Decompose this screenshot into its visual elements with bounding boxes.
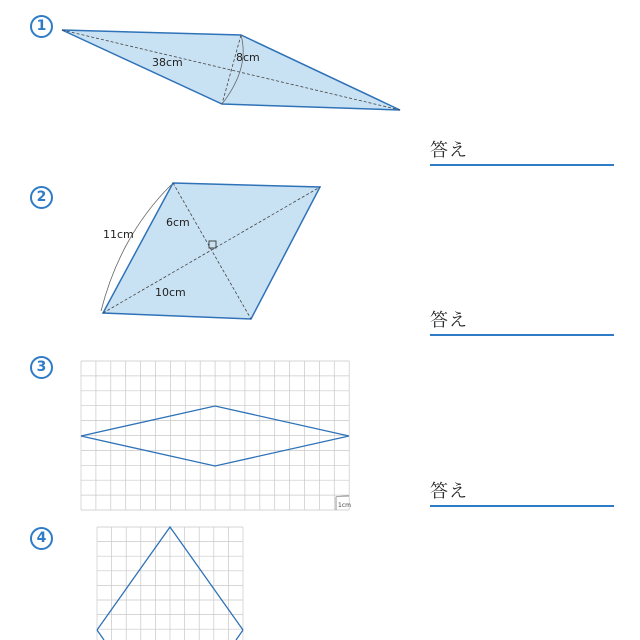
answer-label: 答え xyxy=(430,140,468,161)
rhombus-4-edge xyxy=(236,630,243,640)
grid-unit-label: 1cm xyxy=(338,502,351,509)
problem-number-3: 3 xyxy=(30,356,53,379)
answer-label: 答え xyxy=(430,481,468,502)
label-diagonal-short-1: 8cm xyxy=(236,51,260,64)
grid-figure-3 xyxy=(81,361,351,510)
label-diagonal-long-1: 38cm xyxy=(152,56,183,69)
label-half-long-2: 10cm xyxy=(155,286,186,299)
problem-number-2: 2 xyxy=(30,186,53,209)
rhombus-figure-2 xyxy=(101,183,320,319)
grid-4 xyxy=(97,527,243,640)
label-side-2: 11cm xyxy=(103,228,134,241)
unit-brace xyxy=(336,496,349,497)
grid-figure-4 xyxy=(97,527,243,640)
rhombus-figure-1 xyxy=(62,30,400,110)
problem-number-1: 1 xyxy=(30,15,53,38)
rhombus-4-edge xyxy=(97,630,104,640)
rhombus-2 xyxy=(103,183,320,319)
problem-number-4: 4 xyxy=(30,527,53,550)
grid-3 xyxy=(81,361,349,510)
answer-label: 答え xyxy=(430,310,468,331)
label-half-short-2: 6cm xyxy=(166,216,190,229)
